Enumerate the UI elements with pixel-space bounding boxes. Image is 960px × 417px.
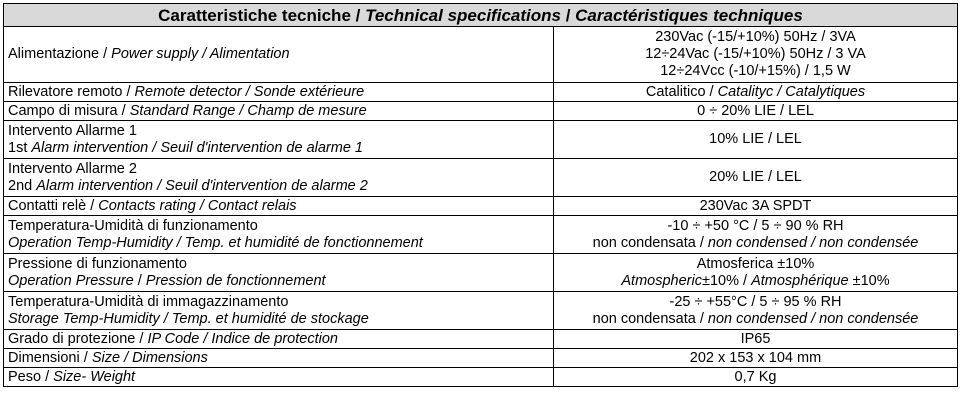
row-ip-code [4,330,958,349]
label-cell: Pressione di funzionamento Operation Pressure / Pression de fonctionnement [4,254,554,292]
spec-sheet [3,3,957,387]
row-standard-range [4,102,958,121]
title-english: Technical specifications [365,5,561,25]
title-italian: Caratteristiche tecniche [158,5,351,25]
row-remote-detector [4,83,958,102]
value-cell: Catalitico / Catalityc / Catalytiques [554,83,958,102]
value-cell: 10% LIE / LEL [554,121,958,159]
label-cell: Grado di protezione / IP Code / Indice de protection [4,330,554,349]
value-cell: -25 ÷ +55°C / 5 ÷ 95 % RH non condensata / non condensed / non condensée [554,292,958,330]
row-power-supply [4,27,958,83]
row-weight [4,368,958,387]
label-cell: Intervento Allarme 1 1st Alarm intervention / Seuil d'intervention de alarme 1 [4,121,554,159]
value-cell: 0,7 Kg [554,368,958,387]
row-alarm-2 [4,159,958,197]
label-cell: Intervento Allarme 2 2nd Alarm intervention / Seuil d'intervention de alarme 2 [4,159,554,197]
row-storage-temp-humidity [4,292,958,330]
value-cell: 230Vac 3A SPDT [554,197,958,216]
value-cell: 0 ÷ 20% LIE / LEL [554,102,958,121]
label-cell: Temperatura-Umidità di funzionamento Operation Temp-Humidity / Temp. et humidité de fonctionnement [4,216,554,254]
label-cell: Contatti relè / Contacts rating / Contact relais [4,197,554,216]
row-operation-pressure [4,254,958,292]
label-cell: Alimentazione / Power supply / Alimentation [4,27,554,83]
value-cell: 20% LIE / LEL [554,159,958,197]
value-cell: Atmosferica ±10% Atmospheric±10% / Atmosphérique ±10% [554,254,958,292]
value-cell: 202 x 153 x 104 mm [554,349,958,368]
row-dimensions [4,349,958,368]
label-cell: Dimensioni / Size / Dimensions [4,349,554,368]
row-alarm-1 [4,121,958,159]
label-cell: Temperatura-Umidità di immagazzinamento Storage Temp-Humidity / Temp. et humidité de stockage [4,292,554,330]
value-cell: -10 ÷ +50 °C / 5 ÷ 90 % RH non condensata / non condensed / non condensée [554,216,958,254]
row-contacts-rating [4,197,958,216]
value-cell: 230Vac (-15/+10%) 50Hz / 3VA 12÷24Vac (-15/+10%) 50Hz / 3 VA 12÷24Vcc (-10/+15%) / 1,5 W [554,27,958,83]
value-cell: IP65 [554,330,958,349]
label-cell: Campo di misura / Standard Range / Champ de mesure [4,102,554,121]
label-cell: Peso / Size- Weight [4,368,554,387]
label-cell: Rilevatore remoto / Remote detector / Sonde extérieure [4,83,554,102]
table-header-row [4,4,958,27]
specifications-table [3,3,958,387]
title-french: Caractéristiques techniques [575,5,803,25]
table-title: Caratteristiche tecniche / Technical specifications / Caractéristiques techniques [4,4,958,27]
row-operation-temp-humidity [4,216,958,254]
